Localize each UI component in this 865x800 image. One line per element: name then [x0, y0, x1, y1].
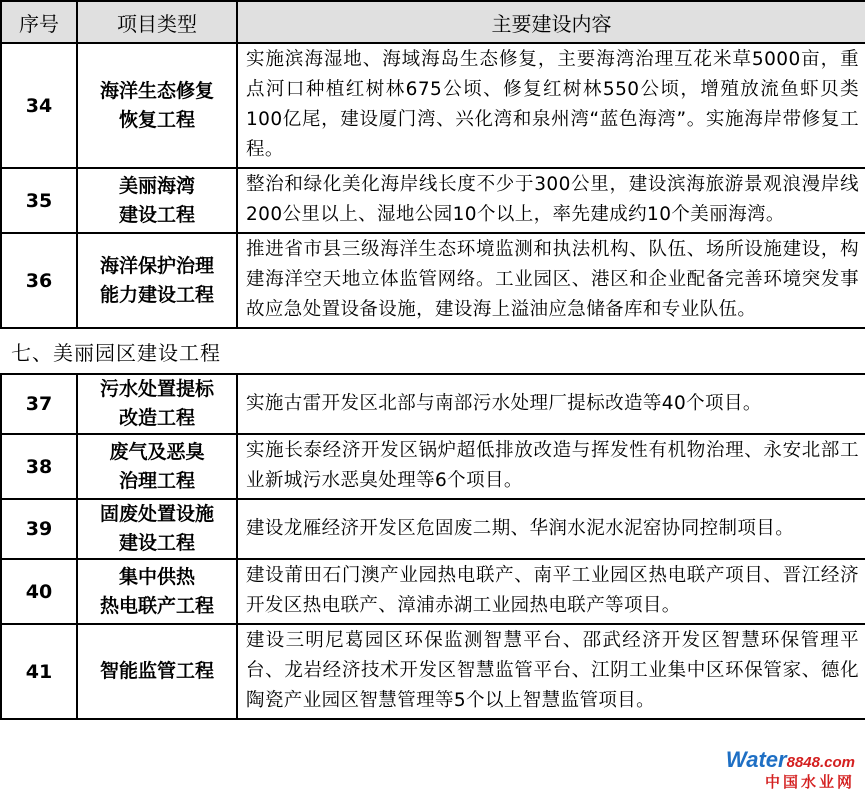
row-number: 41 — [1, 624, 77, 719]
table-row — [1, 624, 865, 719]
row-content: 建设莆田石门澳产业园热电联产、南平工业园区热电联产项目、晋江经济开发区热电联产、漳浦赤湖工业园热电联产等项目。 — [237, 559, 865, 624]
table-row — [1, 499, 865, 559]
row-project-type — [77, 233, 237, 328]
project-type-line: 治理工程 — [118, 469, 195, 492]
project-type-line: 海洋保护治理 — [99, 254, 214, 277]
header-main-content: 主要建设内容 — [237, 1, 865, 43]
watermark-cn-name: 中国水业网 — [764, 774, 855, 791]
row-project-type — [77, 499, 237, 559]
row-number: 35 — [1, 168, 77, 233]
row-content: 推进省市县三级海洋生态环境监测和执法机构、队伍、场所设施建设，构建海洋空天地立体监管网络。工业园区、港区和企业配备完善环境突发事故应急处置设备设施，建设海上溢油应急储备库和专业队伍。 — [237, 233, 865, 328]
row-content: 实施长泰经济开发区锅炉超低排放改造与挥发性有机物治理、永安北部工业新城污水恶臭处理等6个项目。 — [237, 434, 865, 499]
section-row — [1, 328, 865, 374]
row-number: 40 — [1, 559, 77, 624]
project-type-line: 集中供热 — [118, 565, 195, 588]
row-number: 36 — [1, 233, 77, 328]
watermark-brand — [726, 749, 855, 774]
project-type-line: 热电联产工程 — [99, 594, 214, 617]
site-watermark-logo — [726, 749, 855, 792]
watermark-brand-prefix: Water — [725, 747, 787, 772]
row-project-type — [77, 624, 237, 719]
project-type-line: 建设工程 — [118, 532, 195, 554]
row-content: 建设三明尼葛园区环保监测智慧平台、邵武经济开发区智慧环保管理平台、龙岩经济技术开发区智慧监管平台、江阴工业集中区环保管家、德化陶瓷产业园区智慧管理等5个以上智慧监管项目。 — [237, 624, 865, 719]
watermark-brand-number: 8848 — [786, 754, 820, 771]
row-content: 建设龙雁经济开发区危固废二期、华润水泥水泥窑协同控制项目。 — [237, 499, 865, 559]
row-number: 39 — [1, 499, 77, 559]
row-project-type — [77, 43, 237, 168]
row-content: 实施滨海湿地、海域海岛生态修复，主要海湾治理互花米草5000亩，重点河口种植红树林675公顷、修复红树林550公顷，增殖放流鱼虾贝类100亿尾，建设厦门湾、兴化湾和泉州湾“蓝色海湾”。实施海岸带修复工程。 — [237, 43, 865, 168]
project-type-line: 改造工程 — [118, 407, 195, 429]
table-row — [1, 434, 865, 499]
header-project-type: 项目类型 — [77, 1, 237, 43]
table-row — [1, 559, 865, 624]
project-type-line: 海洋生态修复 — [99, 79, 214, 102]
row-content: 整治和绿化美化海岸线长度不少于300公里，建设滨海旅游景观浪漫岸线200公里以上、湿地公园10个以上，率先建成约10个美丽海湾。 — [237, 168, 865, 233]
project-type-line: 能力建设工程 — [99, 283, 214, 306]
row-project-type — [77, 434, 237, 499]
watermark-brand-suffix: .com — [819, 754, 855, 771]
row-number: 37 — [1, 374, 77, 434]
project-type-line: 恢复工程 — [118, 108, 195, 131]
table-row — [1, 43, 865, 168]
section-title: 七、美丽园区建设工程 — [1, 328, 865, 374]
project-type-line: 智能监管工程 — [99, 660, 214, 682]
project-type-line: 建设工程 — [118, 203, 195, 226]
row-project-type — [77, 374, 237, 434]
row-project-type — [77, 559, 237, 624]
table-row — [1, 168, 865, 233]
row-project-type — [77, 168, 237, 233]
header-serial-no: 序号 — [1, 1, 77, 43]
table-row — [1, 374, 865, 434]
project-type-line: 污水处置提标 — [99, 378, 214, 400]
project-type-line: 固废处置设施 — [99, 503, 214, 525]
row-number: 34 — [1, 43, 77, 168]
row-content: 实施古雷开发区北部与南部污水处理厂提标改造等40个项目。 — [237, 374, 865, 434]
table-row — [1, 233, 865, 328]
table-header-row — [1, 1, 865, 43]
project-type-line: 美丽海湾 — [118, 174, 195, 197]
row-number: 38 — [1, 434, 77, 499]
project-type-line: 废气及恶臭 — [109, 440, 205, 463]
